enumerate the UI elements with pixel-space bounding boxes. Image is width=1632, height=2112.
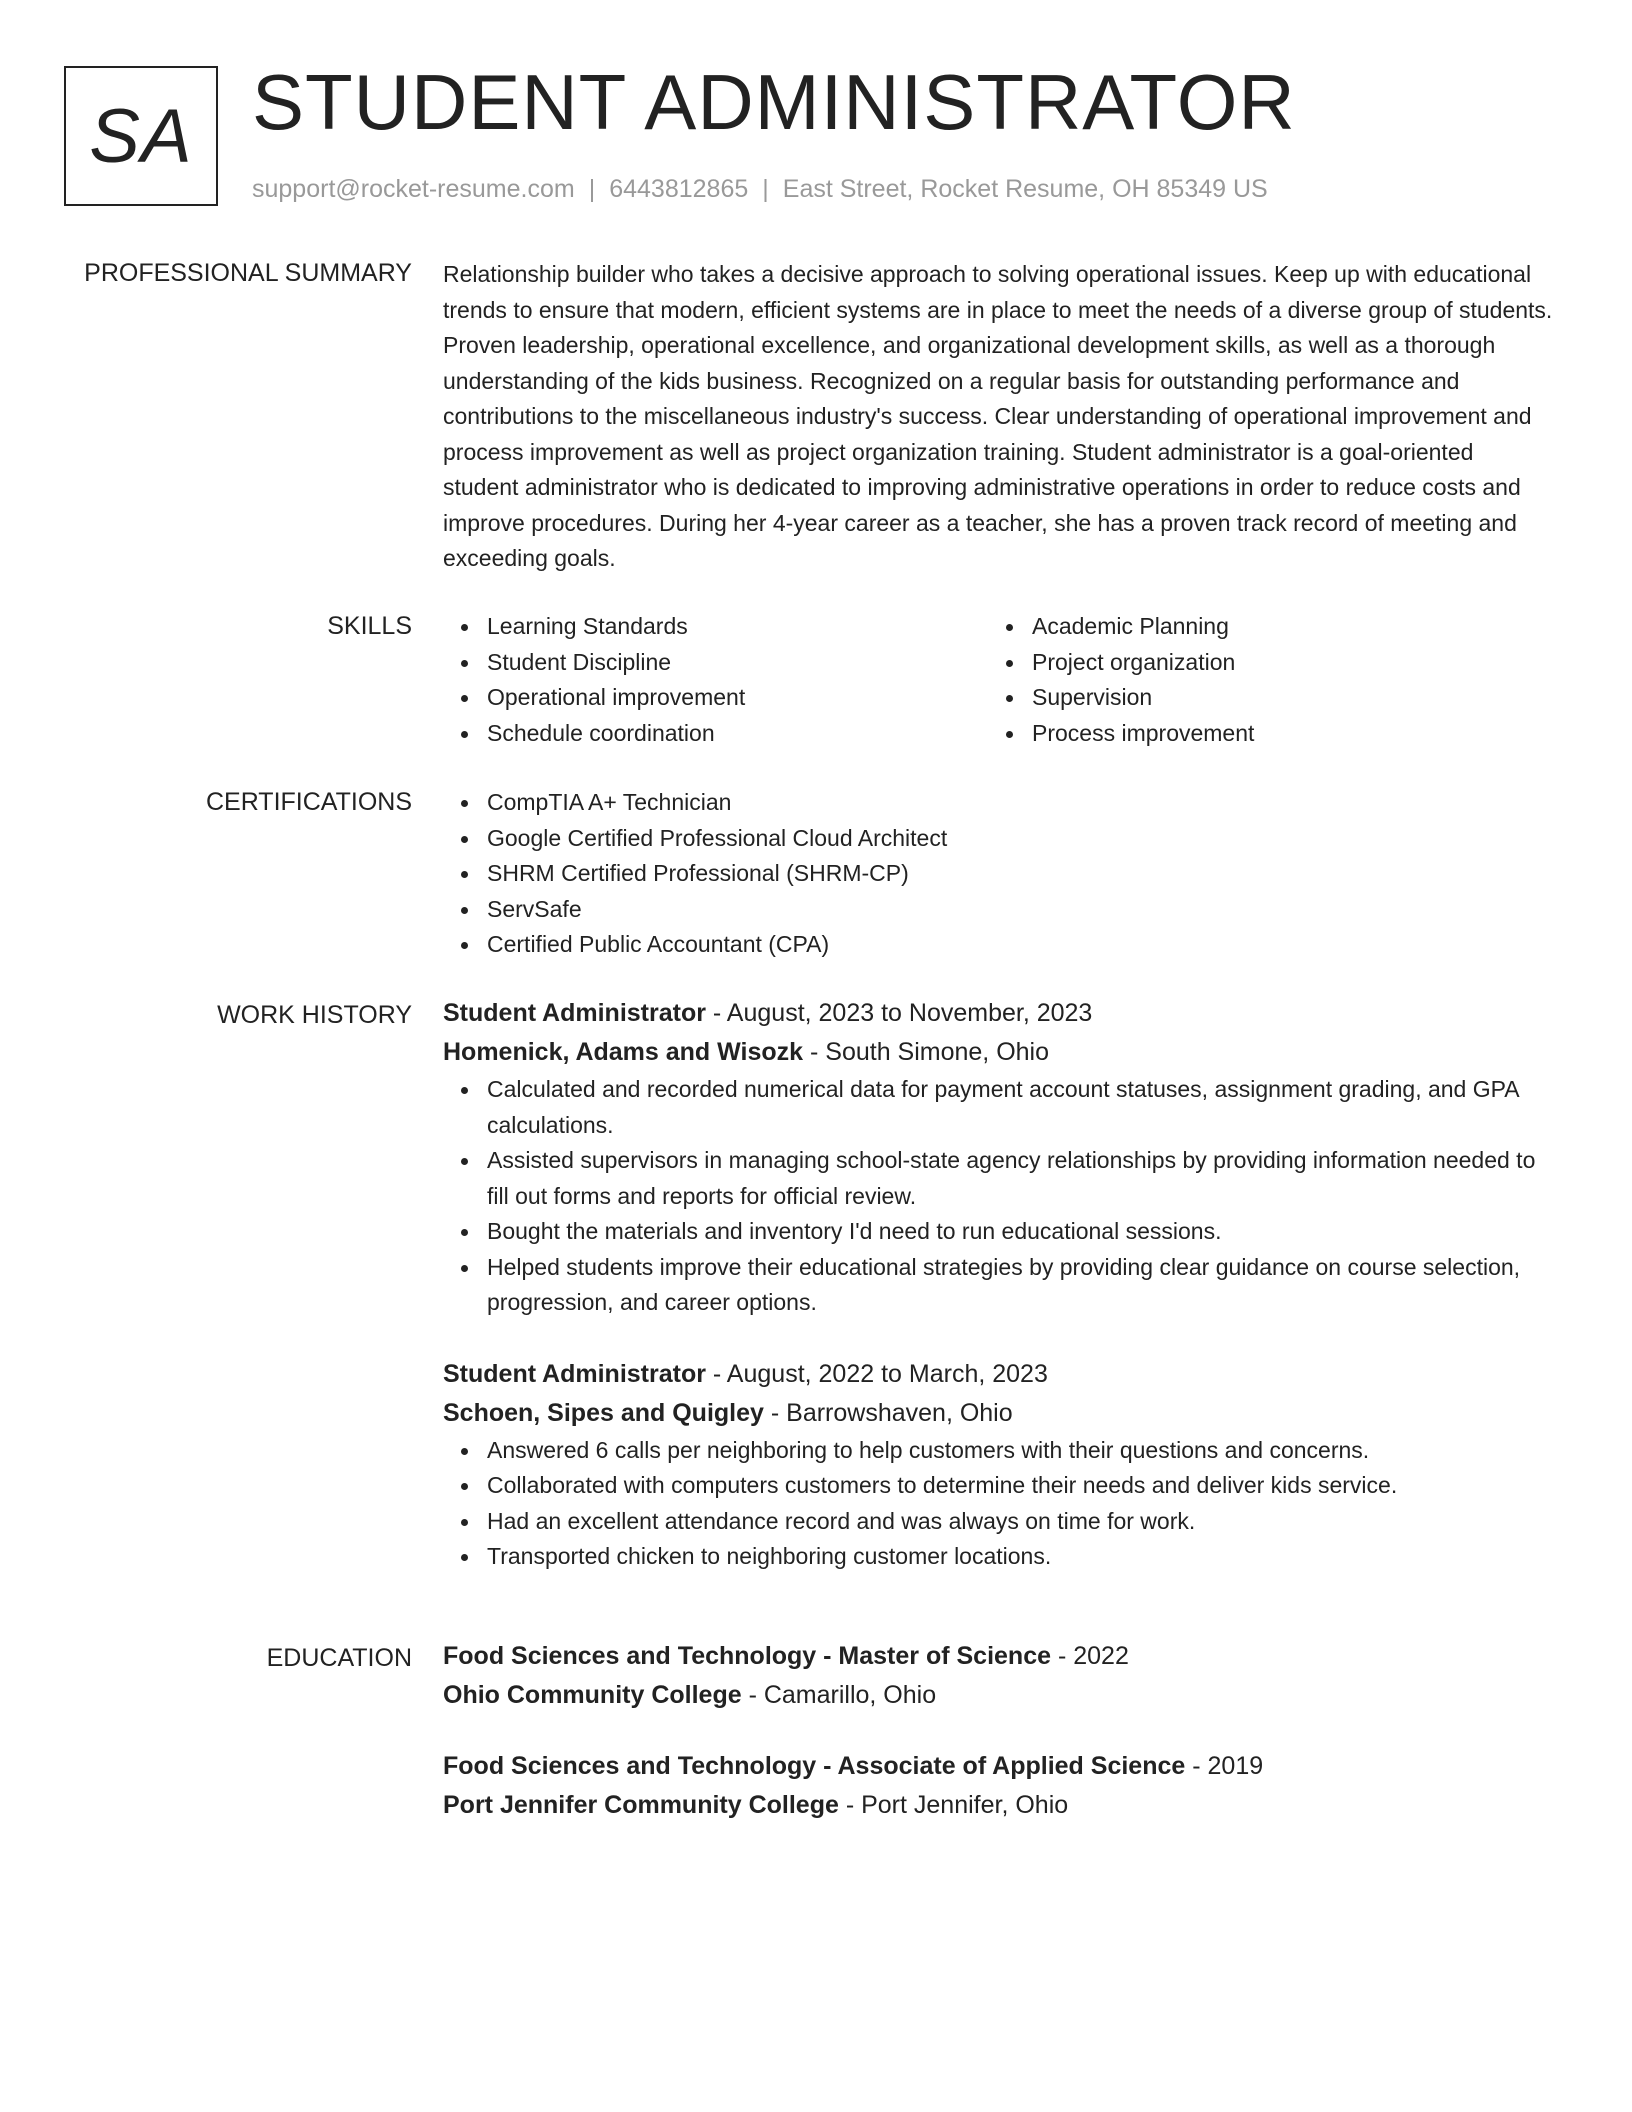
education-entry — [443, 1747, 1553, 1825]
education-degree: Food Sciences and Technology - Associate of Applied Science — [443, 1752, 1186, 1780]
skill-item: Learning Standards — [487, 609, 988, 645]
summary-body — [443, 257, 1553, 577]
job-company-line — [443, 1033, 1553, 1072]
education-location: - Camarillo, Ohio — [741, 1681, 937, 1709]
job-location: - South Simone, Ohio — [803, 1038, 1050, 1066]
monogram-initials: SA — [89, 93, 193, 179]
job-title: Student Administrator — [443, 999, 706, 1027]
contact-email: support@rocket-resume.com — [252, 175, 575, 203]
skills-column-left — [443, 609, 988, 751]
education-school-line — [443, 1786, 1553, 1825]
job-title-line — [443, 994, 1553, 1033]
skills-column-right — [988, 609, 1533, 751]
skill-item: Project organization — [1032, 645, 1533, 681]
work-body — [443, 994, 1553, 1609]
education-degree: Food Sciences and Technology - Master of Science — [443, 1642, 1052, 1670]
skill-item: Student Discipline — [487, 645, 988, 681]
education-year: - 2019 — [1185, 1752, 1264, 1780]
skill-item: Schedule coordination — [487, 716, 988, 752]
job-bullet: Transported chicken to neighboring customer locations. — [487, 1539, 1553, 1575]
monogram-box — [64, 66, 218, 206]
job-entry — [443, 994, 1553, 1321]
contact-separator: | — [588, 175, 596, 203]
skills-body — [443, 609, 1553, 751]
job-title: Student Administrator — [443, 1359, 706, 1388]
section-label-skills: SKILLS — [327, 612, 412, 640]
education-location: - Port Jennifer, Ohio — [838, 1791, 1069, 1819]
job-bullet-list — [443, 1072, 1553, 1321]
education-year: - 2022 — [1051, 1642, 1129, 1670]
certification-item: Google Certified Professional Cloud Architect — [487, 821, 1553, 857]
certification-item: ServSafe — [487, 892, 1553, 928]
job-location: - Barrowshaven, Ohio — [763, 1398, 1013, 1427]
section-label-certifications: CERTIFICATIONS — [205, 788, 412, 816]
job-dates: - August, 2022 to March, 2023 — [705, 1359, 1048, 1388]
job-bullet: Calculated and recorded numerical data for payment account statuses, assignment grading, and GPA calculations. — [487, 1072, 1553, 1143]
section-label-education: EDUCATION — [266, 1644, 412, 1672]
job-company: Homenick, Adams and Wisozk — [443, 1038, 804, 1066]
job-entry — [443, 1355, 1553, 1575]
job-bullet: Collaborated with computers customers to determine their needs and deliver kids service. — [487, 1468, 1553, 1504]
education-school-line — [443, 1676, 1553, 1715]
job-title-line — [443, 1355, 1553, 1394]
job-bullet: Bought the materials and inventory I'd need to run educational sessions. — [487, 1214, 1553, 1250]
job-bullet: Had an excellent attendance record and was always on time for work. — [487, 1504, 1553, 1540]
contact-line — [252, 172, 1268, 206]
job-dates: - August, 2023 to November, 2023 — [705, 999, 1093, 1027]
certifications-list — [443, 785, 1553, 963]
contact-separator: | — [762, 175, 769, 203]
education-school: Port Jennifer Community College — [443, 1791, 839, 1819]
education-entry — [443, 1637, 1553, 1715]
skill-item: Process improvement — [1032, 716, 1533, 752]
certification-item: Certified Public Accountant (CPA) — [487, 927, 1553, 963]
education-degree-line — [443, 1747, 1553, 1786]
certification-item: CompTIA A+ Technician — [487, 785, 1553, 821]
skill-item: Operational improvement — [487, 680, 988, 716]
job-bullet: Helped students improve their educational strategies by providing clear guidance on course selection, progression, and career options. — [487, 1250, 1553, 1321]
contact-phone: 6443812865 — [609, 175, 749, 203]
education-body — [443, 1637, 1553, 1857]
education-school: Ohio Community College — [443, 1681, 742, 1709]
job-company: Schoen, Sipes and Quigley — [443, 1398, 764, 1427]
section-label-work: WORK HISTORY — [217, 1001, 412, 1029]
summary-text: Relationship builder who takes a decisive approach to solving operational issues. Keep up with educational trends to ensure that modern, efficient systems are in place to meet the needs of a diverse group of students. Proven leadership, operational excellence, and organizational development skills, as well as a thorough understanding of the kids business. Recognized on a regular basis for outstanding performance and contributions to the miscellaneous industry's success. Clear understanding of operational improvement and process improvement as well as project organization training. Student administrator is a goal-oriented student administrator who is dedicated to improving administrative operations in order to reduce costs and improve procedures. During her 4-year career as a teacher, she has a proven track record of meeting and exceeding goals. — [443, 261, 1553, 571]
skill-item: Supervision — [1032, 680, 1533, 716]
skills-list-left — [443, 609, 988, 751]
job-bullet-list — [443, 1433, 1553, 1575]
certification-item: SHRM Certified Professional (SHRM-CP) — [487, 856, 1553, 892]
skills-list-right — [988, 609, 1533, 751]
certifications-body — [443, 785, 1553, 963]
candidate-name: STUDENT ADMINISTRATOR — [252, 58, 1296, 146]
job-company-line — [443, 1394, 1553, 1433]
skills-columns — [443, 609, 1553, 751]
skill-item: Academic Planning — [1032, 609, 1533, 645]
job-bullet: Assisted supervisors in managing school-state agency relationships by providing information needed to fill out forms and reports for official review. — [487, 1143, 1553, 1214]
contact-address: East Street, Rocket Resume, OH 85349 US — [782, 175, 1268, 203]
job-bullet: Answered 6 calls per neighboring to help customers with their questions and concerns. — [487, 1433, 1553, 1469]
education-degree-line — [443, 1637, 1553, 1676]
section-label-summary: PROFESSIONAL SUMMARY — [84, 259, 412, 287]
